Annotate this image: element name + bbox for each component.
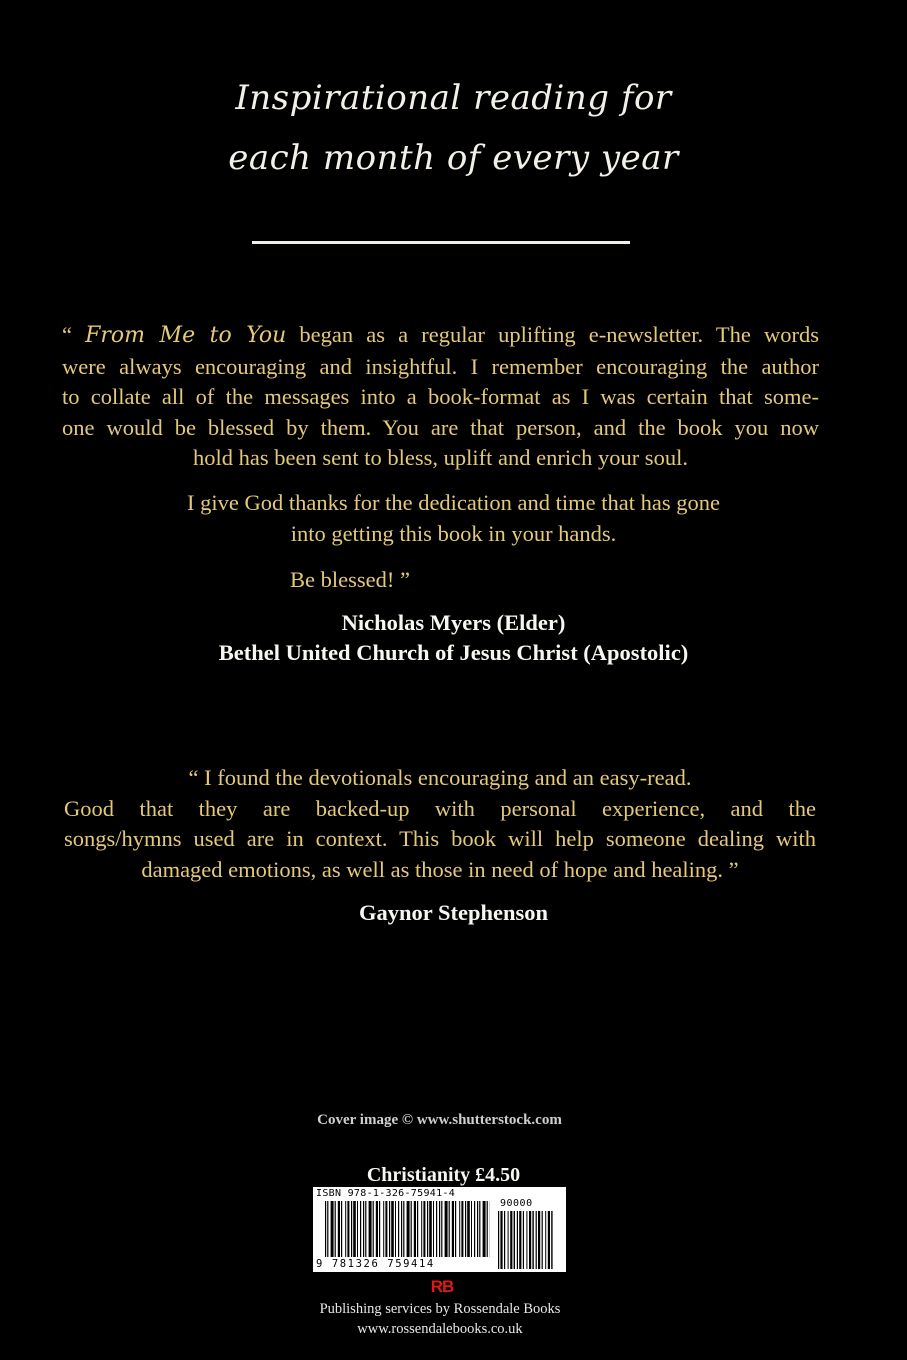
- barcode-bar: [383, 1201, 384, 1257]
- barcode-bar: [417, 1201, 418, 1257]
- barcode-bar: [401, 1201, 402, 1257]
- open-quote-mark: “: [62, 322, 86, 347]
- barcode-addon-number: 90000: [500, 1198, 533, 1209]
- quote1-line-3: to collate all of the messages into a book-format as I was certain that some-: [62, 384, 819, 409]
- barcode-bar: [452, 1201, 454, 1257]
- barcode-bar: [461, 1201, 463, 1257]
- publisher-website: www.rossendalebooks.co.uk: [357, 1321, 523, 1337]
- endorsement-quote-2: [64, 763, 816, 885]
- barcode-bar: [360, 1201, 361, 1257]
- barcode-bar: [331, 1201, 334, 1257]
- barcode-bar: [449, 1201, 450, 1257]
- barcode-bar: [498, 1211, 499, 1269]
- barcode-bar: [411, 1201, 412, 1257]
- barcode-bar: [542, 1211, 543, 1269]
- barcode-bar: [391, 1201, 394, 1257]
- divider-rule: [252, 241, 630, 244]
- barcode-bar: [395, 1201, 396, 1257]
- barcode-bar: [487, 1201, 488, 1257]
- barcode-bar: [353, 1201, 356, 1257]
- barcode-bar: [376, 1201, 378, 1257]
- barcode-bar: [519, 1211, 521, 1269]
- barcode-bar: [514, 1211, 515, 1269]
- barcode-bar: [379, 1201, 380, 1257]
- barcode-bar: [421, 1201, 422, 1257]
- barcode-bar: [341, 1201, 342, 1257]
- barcode-bar: [529, 1211, 531, 1269]
- endorsement-quote-1: [62, 320, 819, 474]
- barcode-bar: [369, 1201, 372, 1257]
- barcode-bar: [455, 1201, 456, 1257]
- barcode-bar: [436, 1201, 437, 1257]
- barcode-bars: [325, 1201, 490, 1257]
- barcode-bar: [365, 1201, 366, 1257]
- barcode-bar: [427, 1201, 428, 1257]
- barcode-bar: [327, 1201, 328, 1257]
- tagline-line-1: Inspirational reading for: [235, 78, 672, 118]
- barcode-bar: [439, 1201, 440, 1257]
- barcode-digits: 9 781326 759414: [316, 1258, 435, 1270]
- quote2-line-1: “ I found the devotionals encouraging and an easy-read.: [188, 765, 692, 790]
- quote1-line-5: hold has been sent to bless, uplift and enrich your soul.: [193, 445, 688, 470]
- barcode-bar: [474, 1201, 475, 1257]
- quote1-line-2: were always encouraging and insightful. I remember encouraging the author: [62, 353, 819, 379]
- barcode-bar: [517, 1211, 518, 1269]
- barcode-bar: [338, 1201, 340, 1257]
- cover-image-credit: Cover image © www.shutterstock.com: [317, 1112, 562, 1128]
- barcode-bar: [445, 1201, 448, 1257]
- quote1-para2-line-2: into getting this book in your hands.: [290, 520, 617, 546]
- barcode-bar: [335, 1201, 336, 1257]
- quote2-line-4: damaged emotions, as well as those in need of hope and healing. ”: [141, 856, 739, 882]
- quote2-line-2: Good that they are backed-up with personal experience, and the: [64, 795, 816, 821]
- barcode-bar: [325, 1201, 326, 1257]
- barcode-bar: [551, 1211, 552, 1269]
- tagline-line-2: each month of every year: [228, 138, 679, 178]
- quote1-line-1: [62, 320, 819, 352]
- barcode-bar: [500, 1211, 502, 1269]
- attribution-1-church: Bethel United Church of Jesus Christ (Apostolic): [218, 640, 689, 665]
- barcode-bar: [433, 1201, 434, 1257]
- barcode-bar: [351, 1201, 352, 1257]
- barcode-bar: [347, 1201, 349, 1257]
- barcode-bar: [479, 1201, 480, 1257]
- barcode-bar: [345, 1201, 346, 1257]
- barcode-bar: [483, 1201, 486, 1257]
- barcode-bar: [477, 1201, 478, 1257]
- barcode-bar: [385, 1201, 387, 1257]
- barcode-bar: [459, 1201, 460, 1257]
- publisher-logo: RB: [426, 1277, 458, 1296]
- publisher-line: Publishing services by Rossendale Books: [319, 1301, 561, 1317]
- barcode-addon-bars: [498, 1211, 554, 1269]
- isbn-barcode: [313, 1187, 566, 1272]
- category-price: Christianity £4.50: [366, 1164, 521, 1186]
- barcode-bar: [467, 1201, 470, 1257]
- barcode-bar: [403, 1201, 404, 1257]
- barcode-bar: [389, 1201, 390, 1257]
- barcode-bar: [363, 1201, 364, 1257]
- barcode-bar: [398, 1201, 399, 1257]
- barcode-bar: [526, 1211, 527, 1269]
- quote1-para2-line-1: I give God thanks for the dedication and time that has gone: [187, 490, 720, 515]
- barcode-bar: [508, 1211, 509, 1269]
- barcode-bar: [504, 1211, 505, 1269]
- quote2-line-3: songs/hymns used are in context. This book will help someone dealing with: [64, 826, 816, 851]
- barcode-bar: [471, 1201, 472, 1257]
- barcode-bar: [532, 1211, 533, 1269]
- barcode-bar: [414, 1201, 416, 1257]
- barcode-bar: [538, 1211, 540, 1269]
- endorsement-quote-1-para-2: [100, 488, 807, 549]
- quote1-line-1-rest: began as a regular uplifting e-newsletter. The words: [286, 322, 819, 347]
- barcode-bar: [545, 1211, 546, 1269]
- barcode-bar: [373, 1201, 374, 1257]
- barcode-bar: [548, 1211, 550, 1269]
- barcode-bar: [357, 1201, 358, 1257]
- barcode-bar: [423, 1201, 425, 1257]
- attribution-2-name: Gaynor Stephenson: [358, 900, 548, 925]
- barcode-bar: [510, 1211, 512, 1269]
- barcode-bar: [441, 1201, 442, 1257]
- barcode-bar: [465, 1201, 466, 1257]
- quote1-closing: Be blessed! ”: [290, 567, 410, 592]
- barcode-bar: [536, 1211, 537, 1269]
- barcode-bar: [429, 1201, 432, 1257]
- barcode-bar: [407, 1201, 410, 1257]
- quote1-line-4: one would be blessed by them. You are that person, and the book you now: [62, 414, 819, 440]
- barcode-bar: [523, 1211, 524, 1269]
- book-title: From Me to You: [85, 323, 287, 348]
- attribution-1-name: Nicholas Myers (Elder): [341, 610, 566, 635]
- isbn-label: ISBN 978-1-326-75941-4: [316, 1188, 456, 1199]
